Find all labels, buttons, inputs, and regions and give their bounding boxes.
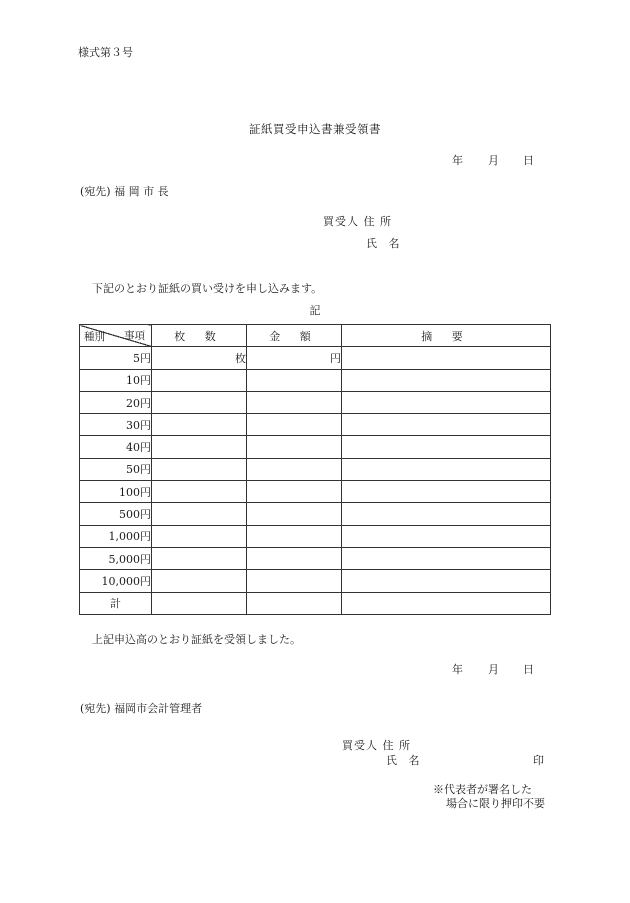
application-date-month: 月 — [488, 154, 499, 167]
stamp-order-table — [79, 324, 551, 615]
remarks-cell[interactable] — [342, 481, 551, 503]
remarks-cell[interactable] — [342, 503, 551, 525]
denomination-cell: 1,000円 — [80, 525, 152, 547]
denomination-cell: 500円 — [80, 503, 152, 525]
count-cell[interactable] — [152, 458, 247, 480]
table-row — [80, 436, 551, 458]
amount-cell[interactable] — [247, 525, 342, 547]
receipt-statement: 上記申込高のとおり証紙を受領しました。 — [92, 633, 301, 646]
form-number: 様式第３号 — [78, 46, 133, 59]
amount-cell[interactable] — [247, 369, 342, 391]
count-cell[interactable] — [152, 369, 247, 391]
buyer-address-line — [323, 216, 392, 227]
remarks-cell[interactable] — [342, 547, 551, 569]
addressee-prefix: (宛先) — [80, 185, 111, 198]
diagonal-header-cell — [80, 325, 152, 347]
denomination-cell: 20円 — [80, 391, 152, 413]
denomination-cell: 5,000円 — [80, 547, 152, 569]
receipt-date-month: 月 — [488, 663, 499, 676]
total-label-cell: 計 — [80, 592, 152, 614]
addressee-accountant — [80, 703, 202, 714]
denomination-cell: 30円 — [80, 414, 152, 436]
count-cell[interactable] — [152, 570, 247, 592]
receiver-address-line — [342, 740, 411, 751]
count-cell[interactable] — [152, 391, 247, 413]
denomination-cell: 100円 — [80, 481, 152, 503]
remarks-cell[interactable] — [342, 458, 551, 480]
seal-note-line1: ※代表者が署名した — [433, 783, 532, 796]
remarks-cell[interactable] — [342, 525, 551, 547]
table-row — [80, 525, 551, 547]
amount-cell[interactable] — [247, 481, 342, 503]
header-amount: 金 額 — [247, 325, 342, 347]
table-row — [80, 481, 551, 503]
header-count: 枚 数 — [152, 325, 247, 347]
addressee-name: 福 岡 市 長 — [114, 185, 169, 198]
remarks-cell[interactable] — [342, 436, 551, 458]
total-remarks-cell[interactable] — [342, 592, 551, 614]
application-date-day: 日 — [523, 154, 534, 167]
application-date-year: 年 — [452, 154, 463, 167]
count-cell[interactable] — [152, 481, 247, 503]
count-cell[interactable] — [152, 414, 247, 436]
table-total-row — [80, 592, 551, 614]
table-header-row — [80, 325, 551, 347]
count-cell[interactable] — [152, 547, 247, 569]
document-title: 証紙買受申込書兼受領書 — [249, 122, 381, 136]
count-cell[interactable] — [152, 503, 247, 525]
denomination-cell: 40円 — [80, 436, 152, 458]
table-row — [80, 570, 551, 592]
table-row — [80, 458, 551, 480]
count-cell[interactable]: 枚 — [152, 347, 247, 369]
remarks-cell[interactable] — [342, 570, 551, 592]
amount-cell[interactable] — [247, 436, 342, 458]
buyer-name-label: 氏 名 — [366, 237, 404, 250]
table-row — [80, 414, 551, 436]
table-row — [80, 503, 551, 525]
diag-item-label: 事項 — [124, 330, 145, 342]
count-cell[interactable] — [152, 436, 247, 458]
receiver-name-label: 氏 名 — [386, 754, 424, 767]
amount-cell[interactable]: 円 — [247, 347, 342, 369]
amount-cell[interactable] — [247, 570, 342, 592]
amount-cell[interactable] — [247, 458, 342, 480]
remarks-cell[interactable] — [342, 414, 551, 436]
header-remarks: 摘 要 — [342, 325, 551, 347]
amount-cell[interactable] — [247, 391, 342, 413]
buyer-label: 買受人 — [323, 215, 359, 228]
application-statement: 下記のとおり証紙の買い受けを申し込みます。 — [92, 282, 323, 295]
remarks-cell[interactable] — [342, 391, 551, 413]
amount-cell[interactable] — [247, 503, 342, 525]
diag-type-label: 種別 — [84, 331, 105, 344]
denomination-cell: 50円 — [80, 458, 152, 480]
remarks-cell[interactable] — [342, 347, 551, 369]
denomination-cell: 10,000円 — [80, 570, 152, 592]
ki-heading: 記 — [309, 304, 321, 317]
table-row — [80, 391, 551, 413]
receipt-date-year: 年 — [452, 663, 463, 676]
denomination-cell: 10円 — [80, 369, 152, 391]
buyer-address-label: 住 所 — [363, 215, 392, 228]
addressee-mayor — [80, 186, 169, 197]
count-cell[interactable] — [152, 525, 247, 547]
denomination-cell: 5円 — [80, 347, 152, 369]
amount-cell[interactable] — [247, 414, 342, 436]
receiver-address-label: 住 所 — [382, 739, 411, 752]
table-row — [80, 369, 551, 391]
remarks-cell[interactable] — [342, 369, 551, 391]
seal-note-line2: 場合に限り押印不要 — [446, 797, 545, 810]
receipt-date-day: 日 — [523, 663, 534, 676]
seal-mark: 印 — [533, 754, 544, 767]
total-count-cell[interactable] — [152, 592, 247, 614]
table-row — [80, 347, 551, 369]
receiver-label: 買受人 — [342, 739, 378, 752]
addressee-name: 福岡市会計管理者 — [114, 702, 203, 715]
total-amount-cell[interactable] — [247, 592, 342, 614]
amount-cell[interactable] — [247, 547, 342, 569]
table-row — [80, 547, 551, 569]
addressee-prefix: (宛先) — [80, 702, 111, 715]
